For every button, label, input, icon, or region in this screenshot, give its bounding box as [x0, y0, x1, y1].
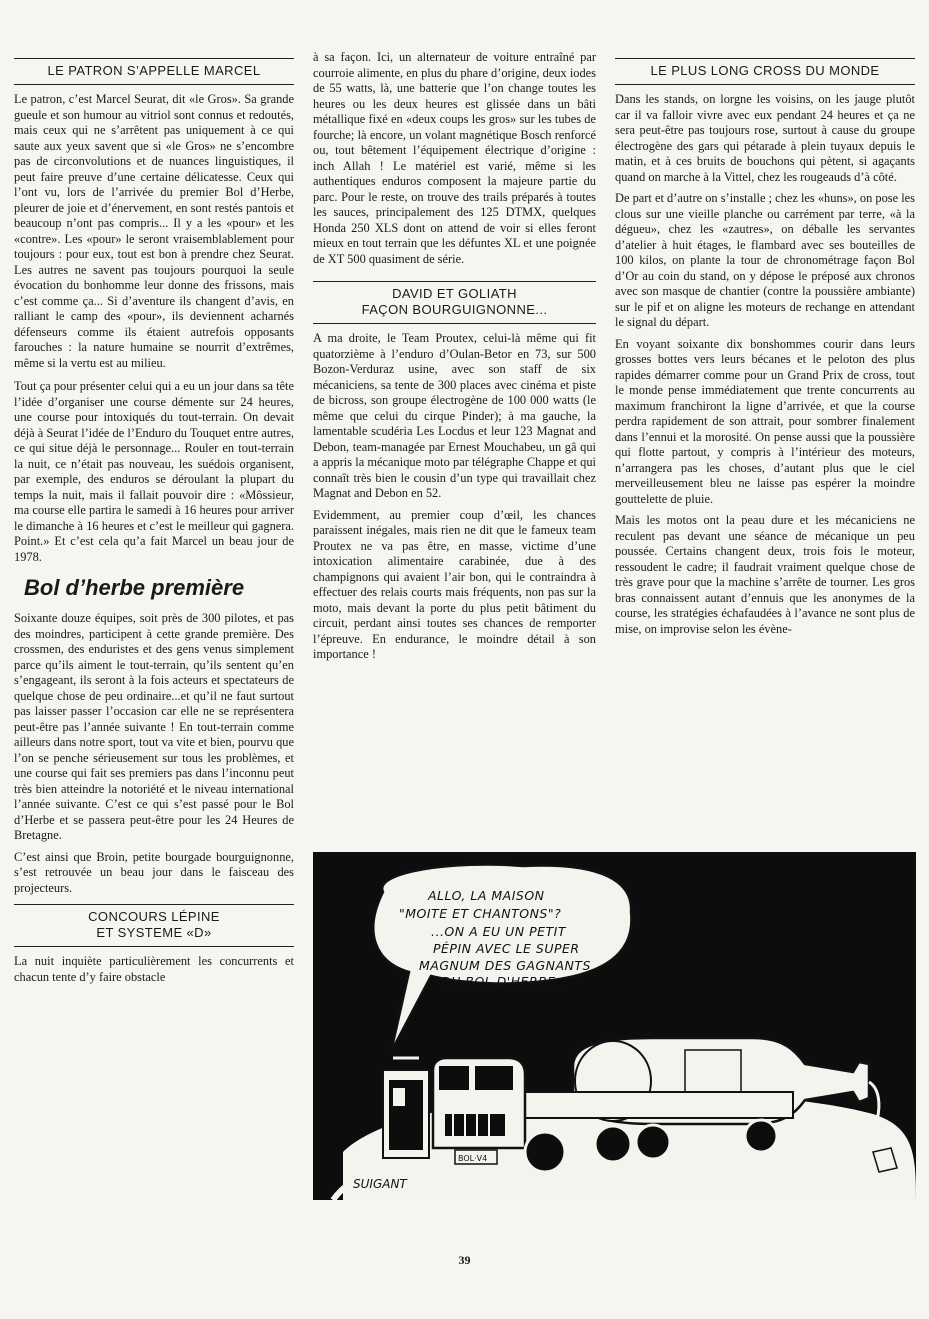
bubble-line: DU BOL D'HERBE... — [441, 974, 570, 989]
column-middle — [313, 50, 596, 669]
paragraph: Evidemment, au premier coup d’œil, les chances paraissent inégales, mais rien ne dit que le fameux team Proutex ne va pas être, en masse, victime d’une intoxication alimentaire carabinée, due à des champignons qui avaient l’air bon, qui le contraindra à effectuer des relais courts mais fréquents, non pas sur la moto, mais devant la porte du plus petit bâtiment du circuit, perdant ainsi toutes ses chances de remporter l’épreuve. En endurance, le moindre détail à son importance ! — [313, 507, 596, 661]
paragraph: à sa façon. Ici, un alternateur de voiture entraîné par courroie alimente, en plus du phare d’origine, deux iodes de 55 watts, là, une batterie que l’on change toutes les heures ou les deux heures est glissée dans un bâti métallique fixé en «deux coups les gros» sur les tubes de fourche; là encore, un volant magnétique Bosch renforcé ou, tout bêtement l’équipement électrique d’origine : inch Allah ! Le matériel est varié, même si les authentiques enduros composent la majeure partie du parc. Pour le reste, on trouve des trails préparés à toutes les sauces, principalement des 125 DTMX, quelques Honda 250 XLS dont on attend de voir si elles feront mieux en tout terrain que les défuntes XL et une poignée de XT 500 quasiment de série. — [313, 50, 596, 266]
heading-line: CONCOURS LÉPINE — [88, 909, 220, 924]
paragraph: La nuit inquiète particulièrement les concurrents et chacun tente d’y faire obstacle — [14, 954, 294, 984]
paragraph: Tout ça pour présenter celui qui a eu un jour dans sa tête l’idée d’organiser une course démente sur 24 heures, une course pour intoxiqués du tout-terrain. On devait déjà à Seurat l’idée de l’Enduro du Touquet entre autres, ce qui situe déjà le personnage... Rouler en tout-terrain la nuit, ce n’était pas nouveau, les suédois organisent, par exemple, des enduros se déroulant la plupart du temps la nuit, mais il fallait pouvoir dire : «Môssieur, ma course elle partira le samedi à 16 heures pour arriver le dimanche à 16 heures et c’est le meilleur qui gagnera. Point.» Et c’est cela qu’a fait Marcel un beau jour de 1978. — [14, 379, 294, 564]
heading-line: ET SYSTEME «D» — [96, 925, 212, 940]
cartoon-illustration — [313, 852, 916, 1200]
license-plate-text: BOL·V4 — [458, 1154, 488, 1163]
paragraph: A ma droite, le Team Proutex, celui-là même qui fit quatorzième à l’enduro d’Oulan-Betor en 73, sur 500 Bozon-Verduraz usine, avec son staff de six mécaniciens, sa tente de 300 places avec cinéma et piste de bicross, son groupe électrogène de 100 000 watts (le même que celui du cirque Pinder); à ma gauche, la lamentable scudéria Les Locdus et leur 123 Magnat and Debon, team-managée par Ernest Mouchabeu, un gâ qui a appris la mécanique moto par télégraphe Chappe et qui connaît très bien le cousin d’un type qui travaillait chez Magnat and Debon en 52. — [313, 331, 596, 500]
artist-signature: SUIGANT — [353, 1177, 407, 1191]
paragraph: En voyant soixante dix bonshommes courir dans leurs grosses bottes vers leurs bécanes et le peloton des plus rapides démarrer comme pour un Grand Prix de cross, tout le monde pense immédiatement que trente concurrents au maximum franchiront la ligne d’arrivée, et que la course perdra rapidement de son attrait, pour sombrer finalement dans l’ennui et la morosité. On pense aussi que la poussière qui flotte partout, y compris à l’intérieur des moteurs, n’arrangera pas les choses, d’autant plus que le ciel merveilleusement bleu ne laisse pas espérer la moindre gouttelette de pluie. — [615, 336, 915, 506]
column-right — [615, 58, 915, 643]
section-heading-concours — [14, 904, 294, 947]
phone-booth — [383, 1058, 429, 1158]
wheel — [525, 1132, 565, 1172]
heading-line: FAÇON BOURGUIGNONNE... — [361, 302, 548, 317]
wheel — [595, 1126, 631, 1162]
bubble-line: MAGNUM DES GAGNANTS — [419, 958, 591, 973]
section-heading-david-goliath — [313, 281, 596, 324]
bubble-line: PÉPIN AVEC LE SUPER — [433, 941, 580, 956]
bubble-line: ...ON A EU UN PETIT — [431, 924, 566, 939]
wheel — [636, 1125, 670, 1159]
paragraph: Soixante douze équipes, soit près de 300 pilotes, et pas des moindres, participent à cette grande première. Des crossmen, des enduristes et des gens venus simplement parce qu’ils aiment le tout-terrain, qu’ils sentent qu’en s’engageant, ils seront à la fois acteurs et spectateurs de quelque chose de peu ordinaire...et qu’il ne faut surtout pas laisser passer l’occasion car elle ne se représentera peut-être pas l’année suivante ! En tout-terrain comme ailleurs dans notre sport, tout va vite et bien, pourvu que l’on se penche sérieusement sur tous les problèmes, et une course qui fait ses premiers pas dans l’inconnu peut très bien atteindre la notoriété et le niveau international l’année suivante. C’est ce qui s’est passé pour le Bol d’Herbe et se passera peut-être pour les 24 Heures de Bretagne. — [14, 611, 294, 842]
paragraph: Dans les stands, on lorgne les voisins, on les jauge plutôt car il va falloir vivre avec eux pendant 24 heures et ça ne sera peut-être pas toujours rose, surtout à cause du groupe électrogène des gars qui pétarade à plein tuyaux depuis le matin, et à ces bruits de bouchons qui pètent, si agaçants quand on marche à la Vittel, chez les rougeauds d’à côté. — [615, 92, 915, 184]
section-heading-long-cross: LE PLUS LONG CROSS DU MONDE — [615, 58, 915, 85]
paragraph: De part et d’autre on s’installe ; chez les «huns», on pose les clous sur une vieille planche ou carrément par terre, «à la dégueu», chez les «zautres», on déballe les servantes d’atelier à huit étages, le flambard avec ses bouteilles de 100 kilos, on plante la tour de chronométrage façon Bol d’Or au coin du stand, on y dépose le préposé aux chronos avec son masque de chantier (contre la poussière ambiante) sur le pif et on aligne les moteurs de rechange en attendant le signal du départ. — [615, 191, 915, 329]
wheel — [745, 1120, 777, 1152]
section-heading-patron: LE PATRON S’APPELLE MARCEL — [14, 58, 294, 85]
section-title-bol-dherbe: Bol d’herbe première — [24, 575, 245, 600]
paragraph: Le patron, c’est Marcel Seurat, dit «le Gros». Sa grande gueule et son humour au vitriol sont connus et redoutés, mais ceux qui ne s’arrêtent pas uniquement à ce qui saute aux yeux savent que si «le Gros» ne s’encombre pas de circonvolutions et de nuances linguistiques, il peut faire preuve d’une certaine délicatesse. Ceux qui l’ont vu, lors de l’arrivée du premier Bol d’Herbe, pleurer de joie et d’énervement, en sont restés pantois et beaucoup n’ont pas compris... Il y a les «pour» et les «contre». Les «pour» le seront vraisemblablement pour toujours : pour eux, tout est bon à prendre chez Seurat. Les autres ne savent pas toujours pourquoi la seule évocation du bonhomme leur donne des frissons, mais c’est comme ça... Si d’aventure ils changent d’avis, en ralliant le camp des «pour», ils deviennent acharnés défenseurs comme ils étaient autrefois opposants farouches : la nature humaine se nourrit d’extrêmes, même si la vertu est au milieu. — [14, 92, 294, 370]
cartoon-drawing — [313, 852, 916, 1200]
heading-line: DAVID ET GOLIATH — [392, 286, 517, 301]
paragraph: Mais les motos ont la peau dure et les mécaniciens ne reculent pas devant une séance de mécanique un peu poussée. Certains changent deux, trois fois le moteur, ressoudent le cadre; il faudrait vraiment quelque chose de très grave pour que la machine s’arrête de tourner. Les gros bras connaissent autant d’ennuis que les anonymes de la course, les stratégies échafaudées à l’avance ne sont plus de mise, on improvise selon les évène- — [615, 513, 915, 636]
page-number: 39 — [458, 1253, 471, 1267]
column-left — [14, 58, 294, 991]
bubble-line: ALLO, LA MAISON — [428, 888, 545, 903]
bubble-line: "MOITE ET CHANTONS"? — [399, 906, 562, 921]
paragraph: C’est ainsi que Broin, petite bourgade bourguignonne, s’est retrouvée un beau jour dans le faisceau des projecteurs. — [14, 849, 294, 895]
